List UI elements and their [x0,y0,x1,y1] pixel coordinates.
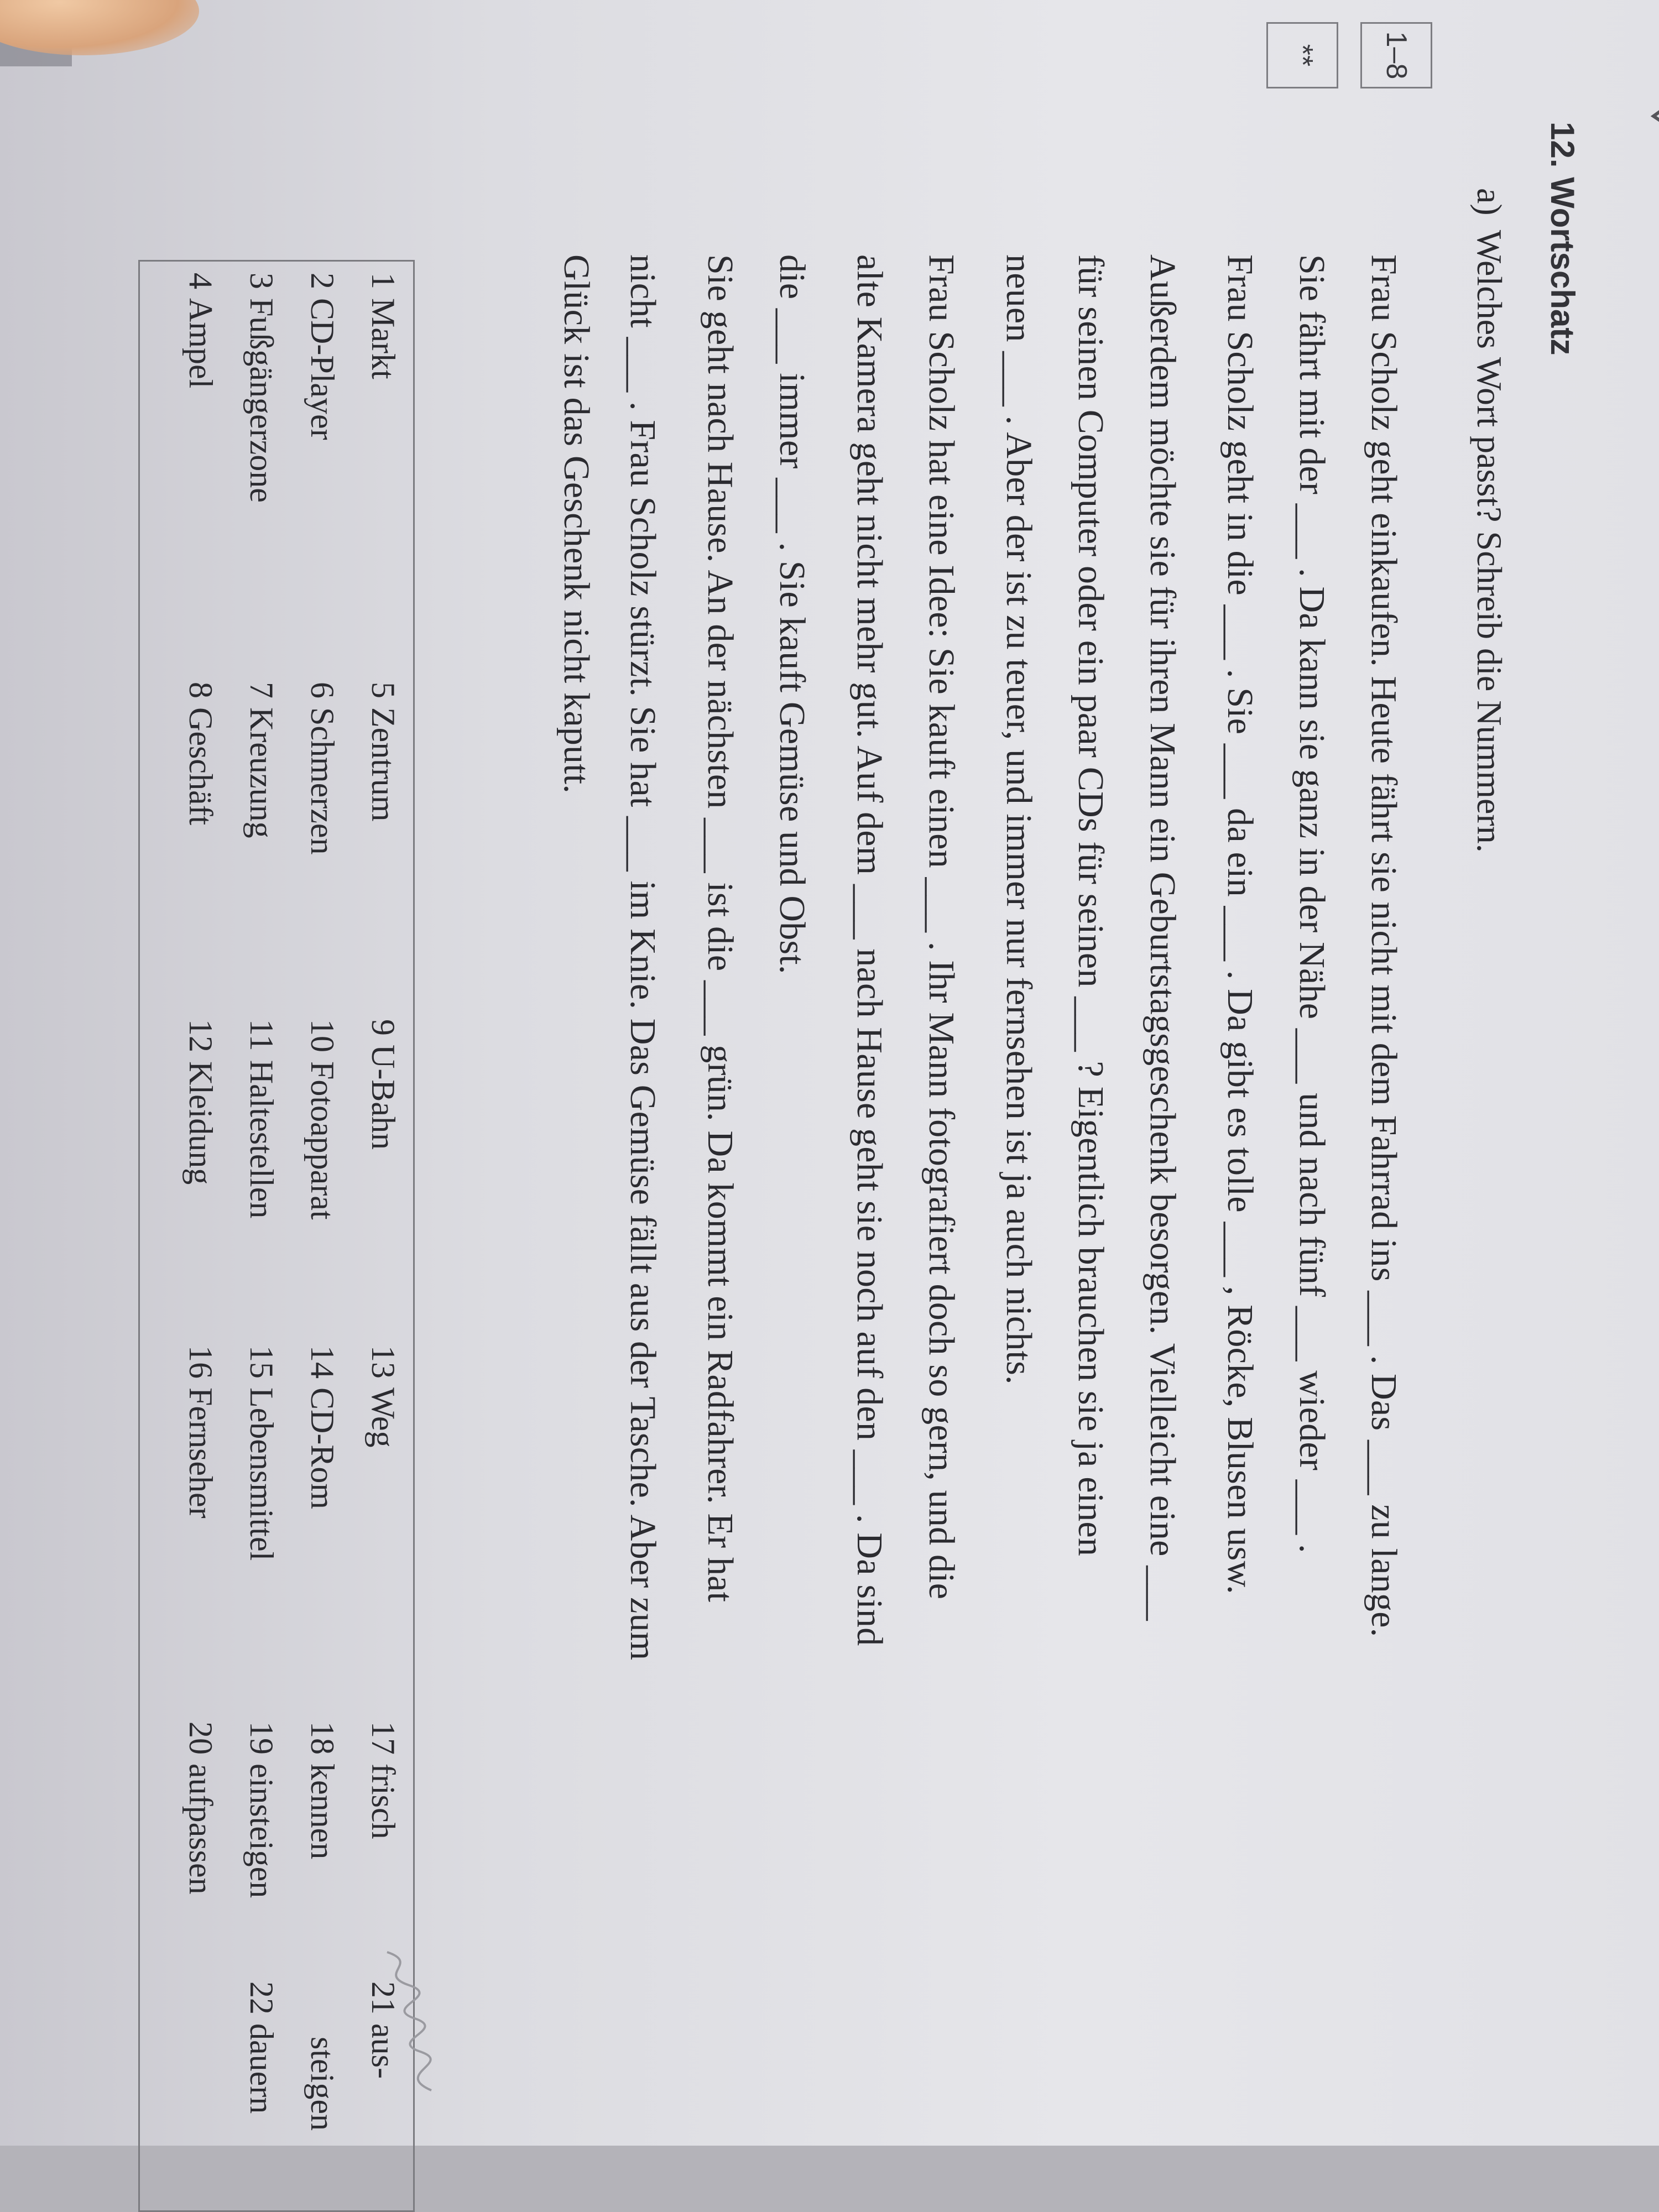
task-letter: a) [1470,188,1509,216]
level-badge [1360,22,1432,88]
text-line: nicht ___ . Frau Scholz stürzt. Sie hat ___ im Knie. Das Gemüse fällt aus der Tasche. Aber zum [623,254,663,1661]
word-item: 6Schmerzen [304,682,341,855]
word-item: 9U-Bahn [365,1019,401,1150]
text-line: alte Kamera geht nicht mehr gut. Auf dem ___ nach Hause geht sie noch auf den ___ . Da sind [849,254,890,1646]
word-item: steigen [304,2037,341,2131]
difficulty-stars-badge [1266,22,1338,88]
word-item: 4Ampel [182,273,219,389]
text-line: Sie geht nach Hause. An der nächsten ___ ist die ___ grün. Da kommt ein Radfahrer. Er hat [700,254,740,1603]
word-item: 1Markt [365,273,401,379]
task-instruction [1469,188,1510,853]
word-item: 5Zentrum [365,682,401,822]
stars-text: ** [1286,44,1318,67]
text-line: die ___ immer ___ . Sie kauft Gemüse und Obst. [772,254,812,974]
text-line: Glück ist das Geschenk nicht kaputt. [556,254,597,794]
word-item: 10Fotoapparat [304,1019,341,1220]
text-line: Sie fährt mit der ___ . Da kann sie ganz in der Nähe ___ und nach fünf ___ wieder ___ . [1292,254,1332,1553]
word-item: 14CD-Rom [304,1345,341,1510]
word-item: 3Fußgängerzone [243,273,280,503]
word-item: 7Kreuzung [243,682,280,838]
word-item: 20aufpassen [182,1721,219,1895]
word-item: 21aus- [365,1981,401,2079]
text-line: Außerdem möchte sie für ihren Mann ein Geburtstagsgeschenk besorgen. Vielleicht eine ___ [1142,254,1183,1621]
word-item: 18kennen [304,1721,341,1860]
word-item: 8Geschäft [182,682,219,826]
task-text: Welches Wort passt? Schreib die Nummern. [1470,229,1509,853]
text-line: neuen ___ . Aber der ist zu teuer, und immer nur fernsehen ist ja auch nichts. [999,254,1039,1385]
word-item: 15Lebensmittel [243,1345,280,1561]
text-line: für seinen Computer oder ein paar CDs für seinen ___ ? Eigentlich brauchen sie ja einen [1071,254,1111,1557]
pencil-scribble-icon [365,1947,453,2112]
word-item: 2CD-Player [304,273,341,440]
checkmark-icon [1648,83,1659,149]
level-text: 1–8 [1380,31,1412,80]
word-item: 11Haltestellen [243,1019,280,1219]
word-item: 13Weg [365,1345,401,1448]
exercise-title: 12. Wortschatz [1544,122,1581,356]
word-item: 16Fernseher [182,1345,219,1519]
text-line: Frau Scholz geht einkaufen. Heute fährt sie nicht mit dem Fahrrad ins ___ . Das ___ zu lange. [1364,254,1404,1637]
word-item: 17frisch [365,1721,401,1839]
text-line: Frau Scholz geht in die ___ . Sie ___ da ein ___ . Da gibt es tolle ___ , Röcke, Blusen usw. [1220,254,1260,1594]
word-item: 19einsteigen [243,1721,280,1898]
word-list-box [138,260,415,2212]
word-item: 22dauern [243,1981,280,2114]
word-item: 12Kleidung [182,1019,219,1185]
text-line: Frau Scholz hat eine Idee: Sie kauft einen ___ . Ihr Mann fotografiert doch so gern, und die [921,254,962,1600]
